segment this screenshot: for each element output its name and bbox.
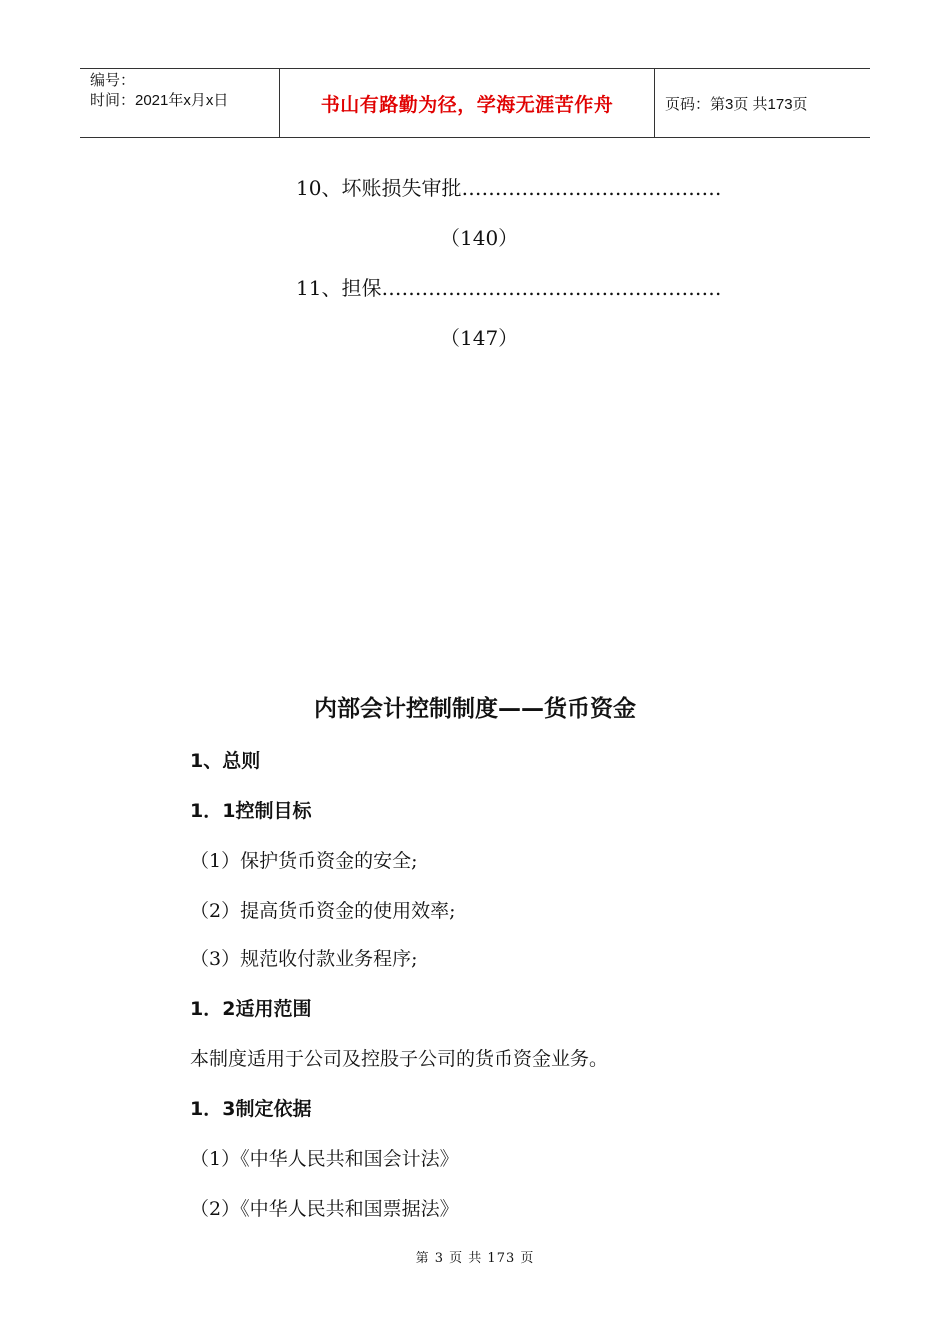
toc-entry-11: 11、担保…………………………………………… (296, 276, 722, 300)
toc-page-10: （140） (440, 226, 519, 250)
header-page-info: 页码：第3页 共173页 (665, 95, 808, 113)
heading-scope: 1．2适用范围 (190, 998, 312, 1020)
goal-item-2: （2）提高货币资金的使用效率; (190, 900, 456, 922)
toc-entry-10: 10、坏账损失审批………………………………… (296, 176, 722, 200)
section-title: 内部会计控制制度——货币资金 (314, 696, 636, 722)
goal-item-1: （1）保护货币资金的安全; (190, 850, 418, 872)
goal-item-3: （3）规范收付款业务程序; (190, 948, 418, 970)
header-meta (80, 69, 280, 137)
heading-control-goal: 1．1控制目标 (190, 800, 312, 822)
header-motto: 书山有路勤为径，学海无涯苦作舟 (280, 69, 655, 137)
heading-general: 1、总则 (190, 750, 261, 772)
page-header (80, 68, 870, 138)
time-label: 时间：2021年x月x日 (90, 92, 229, 109)
page-footer: 第 3 页 共 173 页 (415, 1251, 535, 1266)
basis-item-2: （2）《中华人民共和国票据法》 (190, 1198, 459, 1220)
heading-basis: 1．3制定依据 (190, 1098, 312, 1120)
scope-text: 本制度适用于公司及控股子公司的货币资金业务。 (190, 1048, 609, 1070)
number-label: 编号： (90, 72, 136, 89)
toc-page-11: （147） (440, 326, 519, 350)
basis-item-1: （1）《中华人民共和国会计法》 (190, 1148, 459, 1170)
